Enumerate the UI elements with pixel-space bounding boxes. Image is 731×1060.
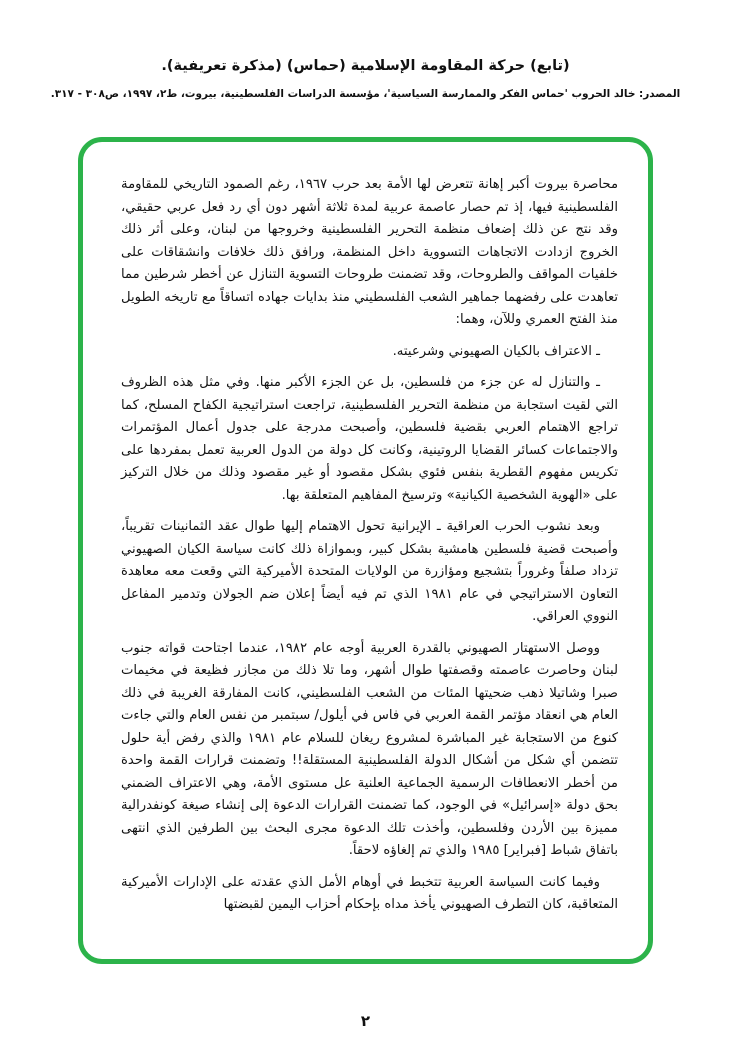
paragraph-2: وبعد نشوب الحرب العراقية ـ الإيرانية تحول الاهتمام إليها طوال عقد الثمانينات تقريباً، وأصبحت قضية فلسطين هامشية بشكل كبير، وبموازاة ذلك كانت سياسة الكيان الصهيوني تزداد صلفاً وغروراً بتشجيع ومؤازرة من الولايات المتحدة الأميركية التي وقعت معه معاهدة التعاون الاستراتيجي في عام ١٩٨١ الذي تم فيه أيضاً إعلان ضم الجولان وتدمير المفاعل النووي العراقي.	[121, 519, 618, 624]
page-title: (تابع) حركة المقاومة الإسلامية (حماس) (مذكرة تعريفية).	[161, 58, 570, 74]
document-header	[0, 58, 731, 100]
paragraph-1: محاصرة بيروت أكبر إهانة تتعرض لها الأمة بعد حرب ١٩٦٧، رغم الصمود التاريخي للمقاومة الفلسطينية فيها، إذ تم حصار عاصمة عربية لمدة ثلاثة أشهر دون أي رد فعل عربي حقيقي، وقد نتج عن ذلك إضعاف منظمة التحرير الفلسطينية وخروجها من لبنان، وعلى أثر ذلك الخروج ازدادت الاتجاهات التسووية داخل المنظمة، ورافق ذلك خلافات وانشقاقات على خلفيات المواقف والطروحات، وقد تضمنت طروحات التسوية التنازل عن أخطر شرطين مما تعاهدت على رفضهما جماهير الشعب الفلسطيني منذ بدايات جهاده اتساقاً مع تاريخه الطويل منذ الفتح العمري وللآن، وهما:	[121, 177, 619, 327]
paragraph-4: وفيما كانت السياسة العربية تتخبط في أوهام الأمل الذي عقدته على الإدارات الأميركية المتعاقبة، كان التطرف الصهيوني يأخذ مداه بإحكام أحزاب اليمين لقبضتها	[121, 874, 618, 912]
body-text	[83, 142, 648, 917]
green-border-box	[78, 137, 653, 964]
bullet-item-2: ـ والتنازل له عن جزء من فلسطين، بل عن الجزء الأكبر منها. وفي مثل هذه الظروف التي لقيت استجابة من منظمة التحرير الفلسطينية، تراجعت استراتيجية الكفاح المسلح، كما تراجع الاهتمام العربي بقضية فلسطين، وأصبحت مدرجة على جدول أعمال المؤتمرات والاجتماعات كسائر القضايا الروتينية، وكانت كل دولة من الدول العربية تعمل بمفردها على تكريس مفهوم القطرية بنفس فئوي بشكل مقصود أو غير مقصود وذلك من خلال التركيز على «الهوية الشخصية الكيانية» وترسيخ المفاهيم المتعلقة بها.	[121, 375, 618, 503]
paragraph-3: ووصل الاستهتار الصهيوني بالقدرة العربية أوجه عام ١٩٨٢، عندما اجتاحت قواته جنوب لبنان وحاصرت عاصمته وقصفتها طوال أشهر، وما تلا ذلك من مجازر فظيعة في مخيمات صبرا وشاتيلا ذهب ضحيتها المئات من الشعب الفلسطيني، كانت المفارقة الغريبة في ذلك العام هي انعقاد مؤتمر القمة العربي في فاس في أيلول/ سبتمبر من نفس العام والتي جاءت كنوع من الاستجابة غير المباشرة لمشروع ريغان للسلام عام ١٩٨١ والذي رفض أية حلول تتضمن أي شكل من أشكال الدولة الفلسطينية المستقلة!! وتضمنت قرارات القمة واحدة من أخطر الانعطافات الرسمية الجماعية العلنية عل مستوى الأمة، وهي الاعتراف الضمني بحق دولة «إسرائيل» في الوجود، كما تضمنت القرارات الدعوة إلى إنشاء صيغة كونفدرالية مميزة بين الأردن وفلسطين، وأخذت تلك الدعوة مجرى البحث بين الطرفين الذي انتهى باتفاق شباط [فبراير] ١٩٨٥ والذي تم إلغاؤه لاحقاً.	[121, 640, 618, 858]
source-citation: المصدر: خالد الحروب 'حماس الفكر والممارسة السياسية'، مؤسسة الدراسات الفلسطينية، بيروت، ط٢، ١٩٩٧، ص٣٠٨ - ٣١٧.	[50, 88, 681, 100]
bullet-item-1: ـ الاعتراف بالكيان الصهيوني وشرعيته.	[392, 343, 600, 359]
page-number: ٢	[360, 1012, 371, 1030]
